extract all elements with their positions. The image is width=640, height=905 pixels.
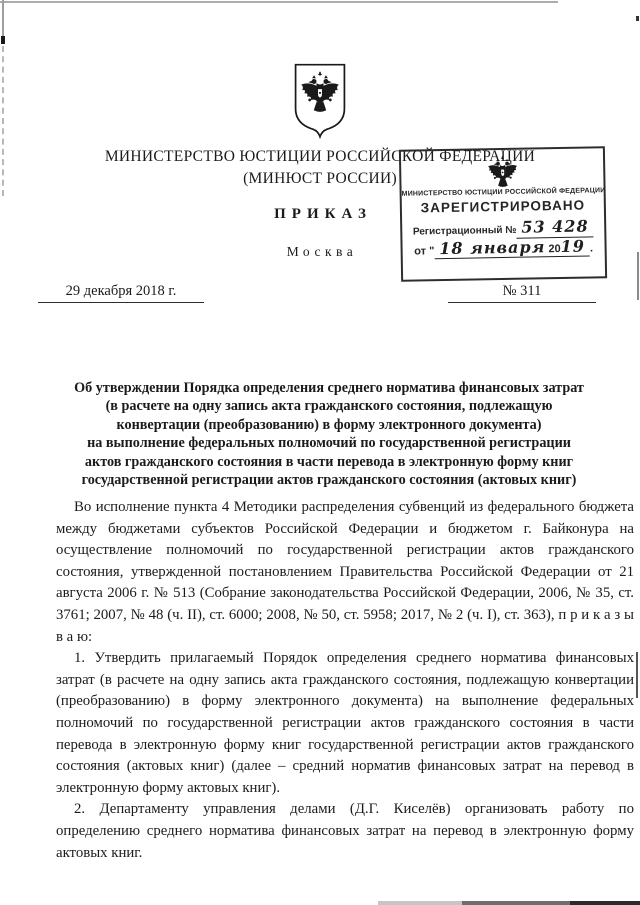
stamp-registered-label: ЗАРЕГИСТРИРОВАНО bbox=[420, 197, 586, 216]
stamp-date-period: . bbox=[589, 242, 594, 255]
stamp-date-value bbox=[434, 236, 590, 259]
order-title-line: Об утверждении Порядка определения среднего норматива финансовых затрат bbox=[74, 380, 584, 396]
stamp-date-year-printed: 20 bbox=[548, 242, 561, 256]
scan-artifact-left-edge bbox=[2, 0, 4, 36]
stamp-eagle-icon bbox=[485, 155, 520, 190]
scan-artifact-bottom-strip-mid bbox=[462, 901, 570, 905]
scan-artifact-right-dot bbox=[636, 16, 639, 21]
document-date: 29 декабря 2018 г. bbox=[38, 283, 204, 303]
document-type-title: ПРИКАЗ bbox=[274, 206, 372, 222]
stamp-reg-number-label: Регистрационный № bbox=[412, 224, 517, 238]
document-number: № 311 bbox=[448, 283, 596, 303]
ministry-name: МИНИСТЕРСТВО ЮСТИЦИИ РОССИЙСКОЙ ФЕДЕРАЦИИ bbox=[104, 148, 536, 165]
city-label: Москва bbox=[286, 244, 358, 259]
order-title-line: конвертации (преобразованию) в форму электронного документа) bbox=[116, 416, 542, 433]
order-title-line: государственной регистрации актов гражданского состояния (актовых книг) bbox=[81, 472, 577, 489]
stamp-reg-number-value: 53 428 bbox=[516, 216, 594, 238]
registration-stamp bbox=[399, 146, 607, 282]
order-title-line: актов гражданского состояния в части перевода в электронную форму книг bbox=[84, 453, 574, 470]
scan-artifact-bottom-strip-light bbox=[378, 901, 462, 905]
russia-coat-of-arms-icon bbox=[287, 60, 353, 142]
order-body bbox=[56, 497, 634, 864]
stamp-registration-number-line bbox=[402, 216, 604, 239]
stamp-date-from-label: от " bbox=[414, 245, 435, 258]
order-title-line: (в расчете на одну запись акта гражданского состояния, подлежащую bbox=[105, 398, 553, 415]
order-title bbox=[20, 379, 638, 489]
scan-artifact-right-line-lower bbox=[636, 652, 638, 698]
stamp-date-year-handwritten: 19 bbox=[560, 236, 586, 256]
preamble-paragraph: Во исполнение пункта 4 Методики распределения субвенций из федерального бюджета между бюджетами субъектов Российской Федерации и бюджетом г. Байконура на осуществление полномочий по государственной регистрации актов гражданского состояния, утвержденной постановлением Правительства Российской Федерации от 21 августа 2006 г. № 513 (Собрание законодательства Российской Федерации, 2006, № 35, ст. 3761; 2007, № 48 (ч. II), ст. 6000; 2008, № 50, ст. 5958; 2017, № 2 (ч. I), ст. 363), п р и к а з ы в а ю: bbox=[56, 499, 634, 645]
item-1-paragraph: 1. Утвердить прилагаемый Порядок определения среднего норматива финансовых затрат (в расчете на одну запись акта гражданского состояния, подлежащую конвертации (преобразованию) в форму электронного документа) на выполнение федеральных полномочий по государственной регистрации актов гражданского состояния в части перевода в электронную форму книг государственной регистрации актов гражданского состояния (актовых книг) (далее – средний норматив финансовых затрат на перевод в электронную форму актовых книг). bbox=[56, 650, 634, 796]
scan-artifact-bottom-strip-dark bbox=[570, 901, 640, 905]
stamp-ministry-name: МИНИСТЕРСТВО ЮСТИЦИИ РОССИЙСКОЙ ФЕДЕРАЦИИ bbox=[401, 187, 606, 198]
stamp-date-line bbox=[402, 236, 604, 259]
order-title-line: на выполнение федеральных полномочий по государственной регистрации bbox=[87, 435, 571, 452]
ministry-short-name: (МИНЮСТ РОССИИ) bbox=[243, 170, 397, 187]
item-2-paragraph: 2. Департаменту управления делами (Д.Г. Киселёв) организовать работу по определению среднего норматива финансовых затрат на перевод в электронную форму актовых книг. bbox=[56, 801, 634, 861]
scan-artifact-left-tick bbox=[1, 36, 5, 44]
scan-artifact-top-edge bbox=[0, 1, 558, 3]
stamp-date-day-month: 18 января bbox=[439, 237, 546, 259]
